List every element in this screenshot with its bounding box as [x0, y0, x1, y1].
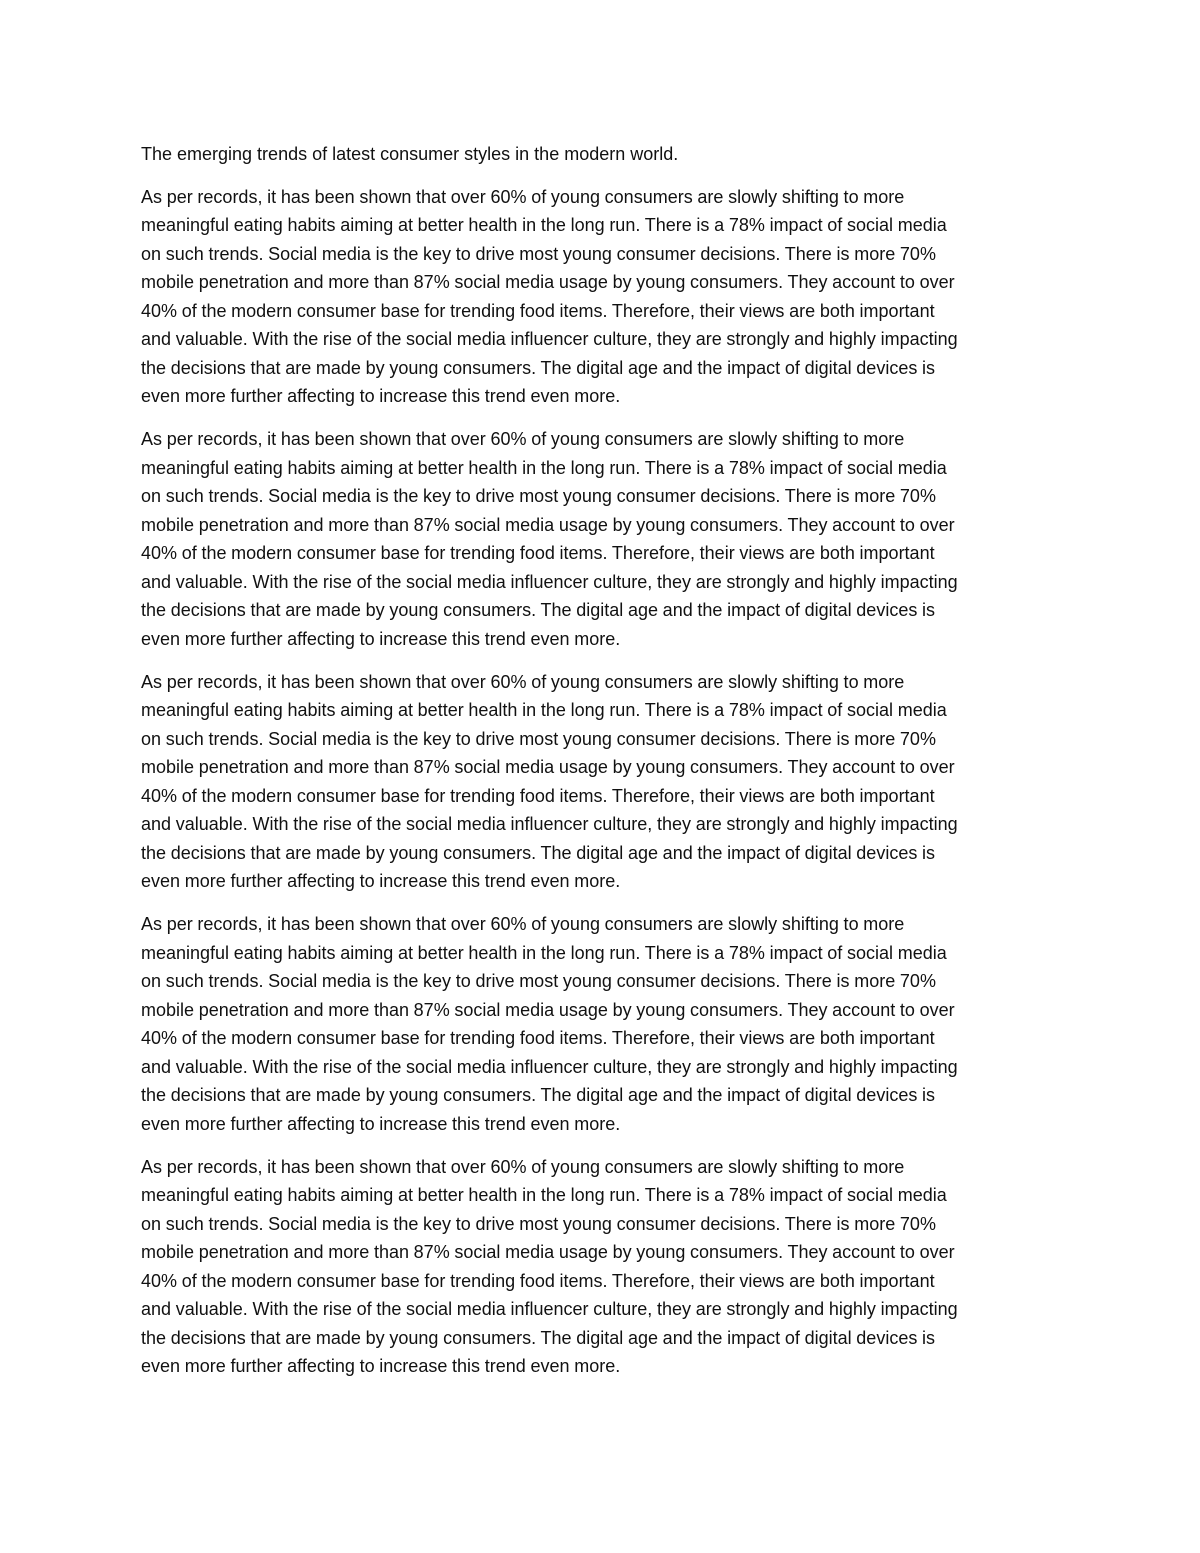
paragraph-line: 40% of the modern consumer base for trending food items. Therefore, their views are both important	[141, 1270, 935, 1291]
paragraph-line: on such trends. Social media is the key to drive most young consumer decisions. There is more 70%	[141, 1213, 936, 1234]
paragraph-line: mobile penetration and more than 87% social media usage by young consumers. They account to over	[141, 514, 955, 535]
paragraph-line: 40% of the modern consumer base for trending food items. Therefore, their views are both important	[141, 1028, 935, 1048]
paragraph-line: mobile penetration and more than 87% social media usage by young consumers. They account to over	[141, 757, 955, 777]
paragraph-line: and valuable. With the rise of the social media influencer culture, they are strongly and highly impacting	[141, 329, 958, 349]
paragraph-line: and valuable. With the rise of the social media influencer culture, they are strongly and highly impacting	[141, 814, 958, 834]
paragraph-line: even more further affecting to increase this trend even more.	[141, 386, 621, 406]
paragraph-line: even more further affecting to increase this trend even more.	[141, 628, 621, 649]
paragraph-line: As per records, it has been shown that over 60% of young consumers are slowly shifting to more	[141, 1156, 905, 1177]
paragraph-line: the decisions that are made by young consumers. The digital age and the impact of digital devices is	[141, 1085, 936, 1105]
paragraph-line: meaningful eating habits aiming at better health in the long run. There is a 78% impact of social media	[141, 457, 947, 478]
paragraph-line: 40% of the modern consumer base for trending food items. Therefore, their views are both important	[141, 300, 935, 321]
paragraph-line: As per records, it has been shown that over 60% of young consumers are slowly shifting to more	[141, 429, 905, 449]
paragraph-line: the decisions that are made by young consumers. The digital age and the impact of digital devices is	[141, 842, 936, 863]
paragraph-3	[141, 668, 1076, 896]
paragraph-line: the decisions that are made by young consumers. The digital age and the impact of digital devices is	[141, 357, 936, 378]
paragraph-line: As per records, it has been shown that over 60% of young consumers are slowly shifting to more	[141, 671, 905, 692]
paragraph-line: on such trends. Social media is the key to drive most young consumer decisions. There is more 70%	[141, 971, 936, 991]
paragraph-line: on such trends. Social media is the key to drive most young consumer decisions. There is more 70%	[141, 728, 936, 749]
paragraph-line: meaningful eating habits aiming at better health in the long run. There is a 78% impact of social media	[141, 942, 947, 963]
paragraph-line: 40% of the modern consumer base for trending food items. Therefore, their views are both important	[141, 785, 935, 806]
paragraph-2	[141, 425, 1076, 653]
paragraph-line: even more further affecting to increase this trend even more.	[141, 1356, 621, 1376]
document-body	[141, 140, 1076, 1395]
paragraph-line: on such trends. Social media is the key to drive most young consumer decisions. There is more 70%	[141, 243, 936, 264]
document-title: The emerging trends of latest consumer styles in the modern world.	[141, 144, 679, 164]
paragraph-line: meaningful eating habits aiming at better health in the long run. There is a 78% impact of social media	[141, 215, 947, 235]
paragraph-line: even more further affecting to increase this trend even more.	[141, 1113, 621, 1134]
paragraph-line: and valuable. With the rise of the social media influencer culture, they are strongly and highly impacting	[141, 571, 958, 592]
paragraph-line: mobile penetration and more than 87% social media usage by young consumers. They account to over	[141, 1242, 955, 1262]
paragraph-line: As per records, it has been shown that over 60% of young consumers are slowly shifting to more	[141, 914, 905, 934]
paragraph-line: and valuable. With the rise of the social media influencer culture, they are strongly and highly impacting	[141, 1056, 958, 1077]
paragraph-line: and valuable. With the rise of the social media influencer culture, they are strongly and highly impacting	[141, 1299, 958, 1319]
paragraph-line: the decisions that are made by young consumers. The digital age and the impact of digital devices is	[141, 1327, 936, 1348]
paragraph-line: even more further affecting to increase this trend even more.	[141, 871, 621, 891]
paragraph-line: 40% of the modern consumer base for trending food items. Therefore, their views are both important	[141, 543, 935, 563]
paragraph-1	[141, 183, 1076, 411]
paragraph-4	[141, 910, 1076, 1138]
paragraph-line: on such trends. Social media is the key to drive most young consumer decisions. There is more 70%	[141, 486, 936, 506]
paragraph-5	[141, 1153, 1076, 1381]
paragraph-line: mobile penetration and more than 87% social media usage by young consumers. They account to over	[141, 272, 955, 292]
paragraph-line: mobile penetration and more than 87% social media usage by young consumers. They account to over	[141, 999, 955, 1020]
paragraph-line: meaningful eating habits aiming at better health in the long run. There is a 78% impact of social media	[141, 1185, 947, 1205]
paragraph-line: meaningful eating habits aiming at better health in the long run. There is a 78% impact of social media	[141, 700, 947, 720]
paragraph-line: the decisions that are made by young consumers. The digital age and the impact of digital devices is	[141, 600, 936, 620]
paragraph-line: As per records, it has been shown that over 60% of young consumers are slowly shifting to more	[141, 186, 905, 207]
